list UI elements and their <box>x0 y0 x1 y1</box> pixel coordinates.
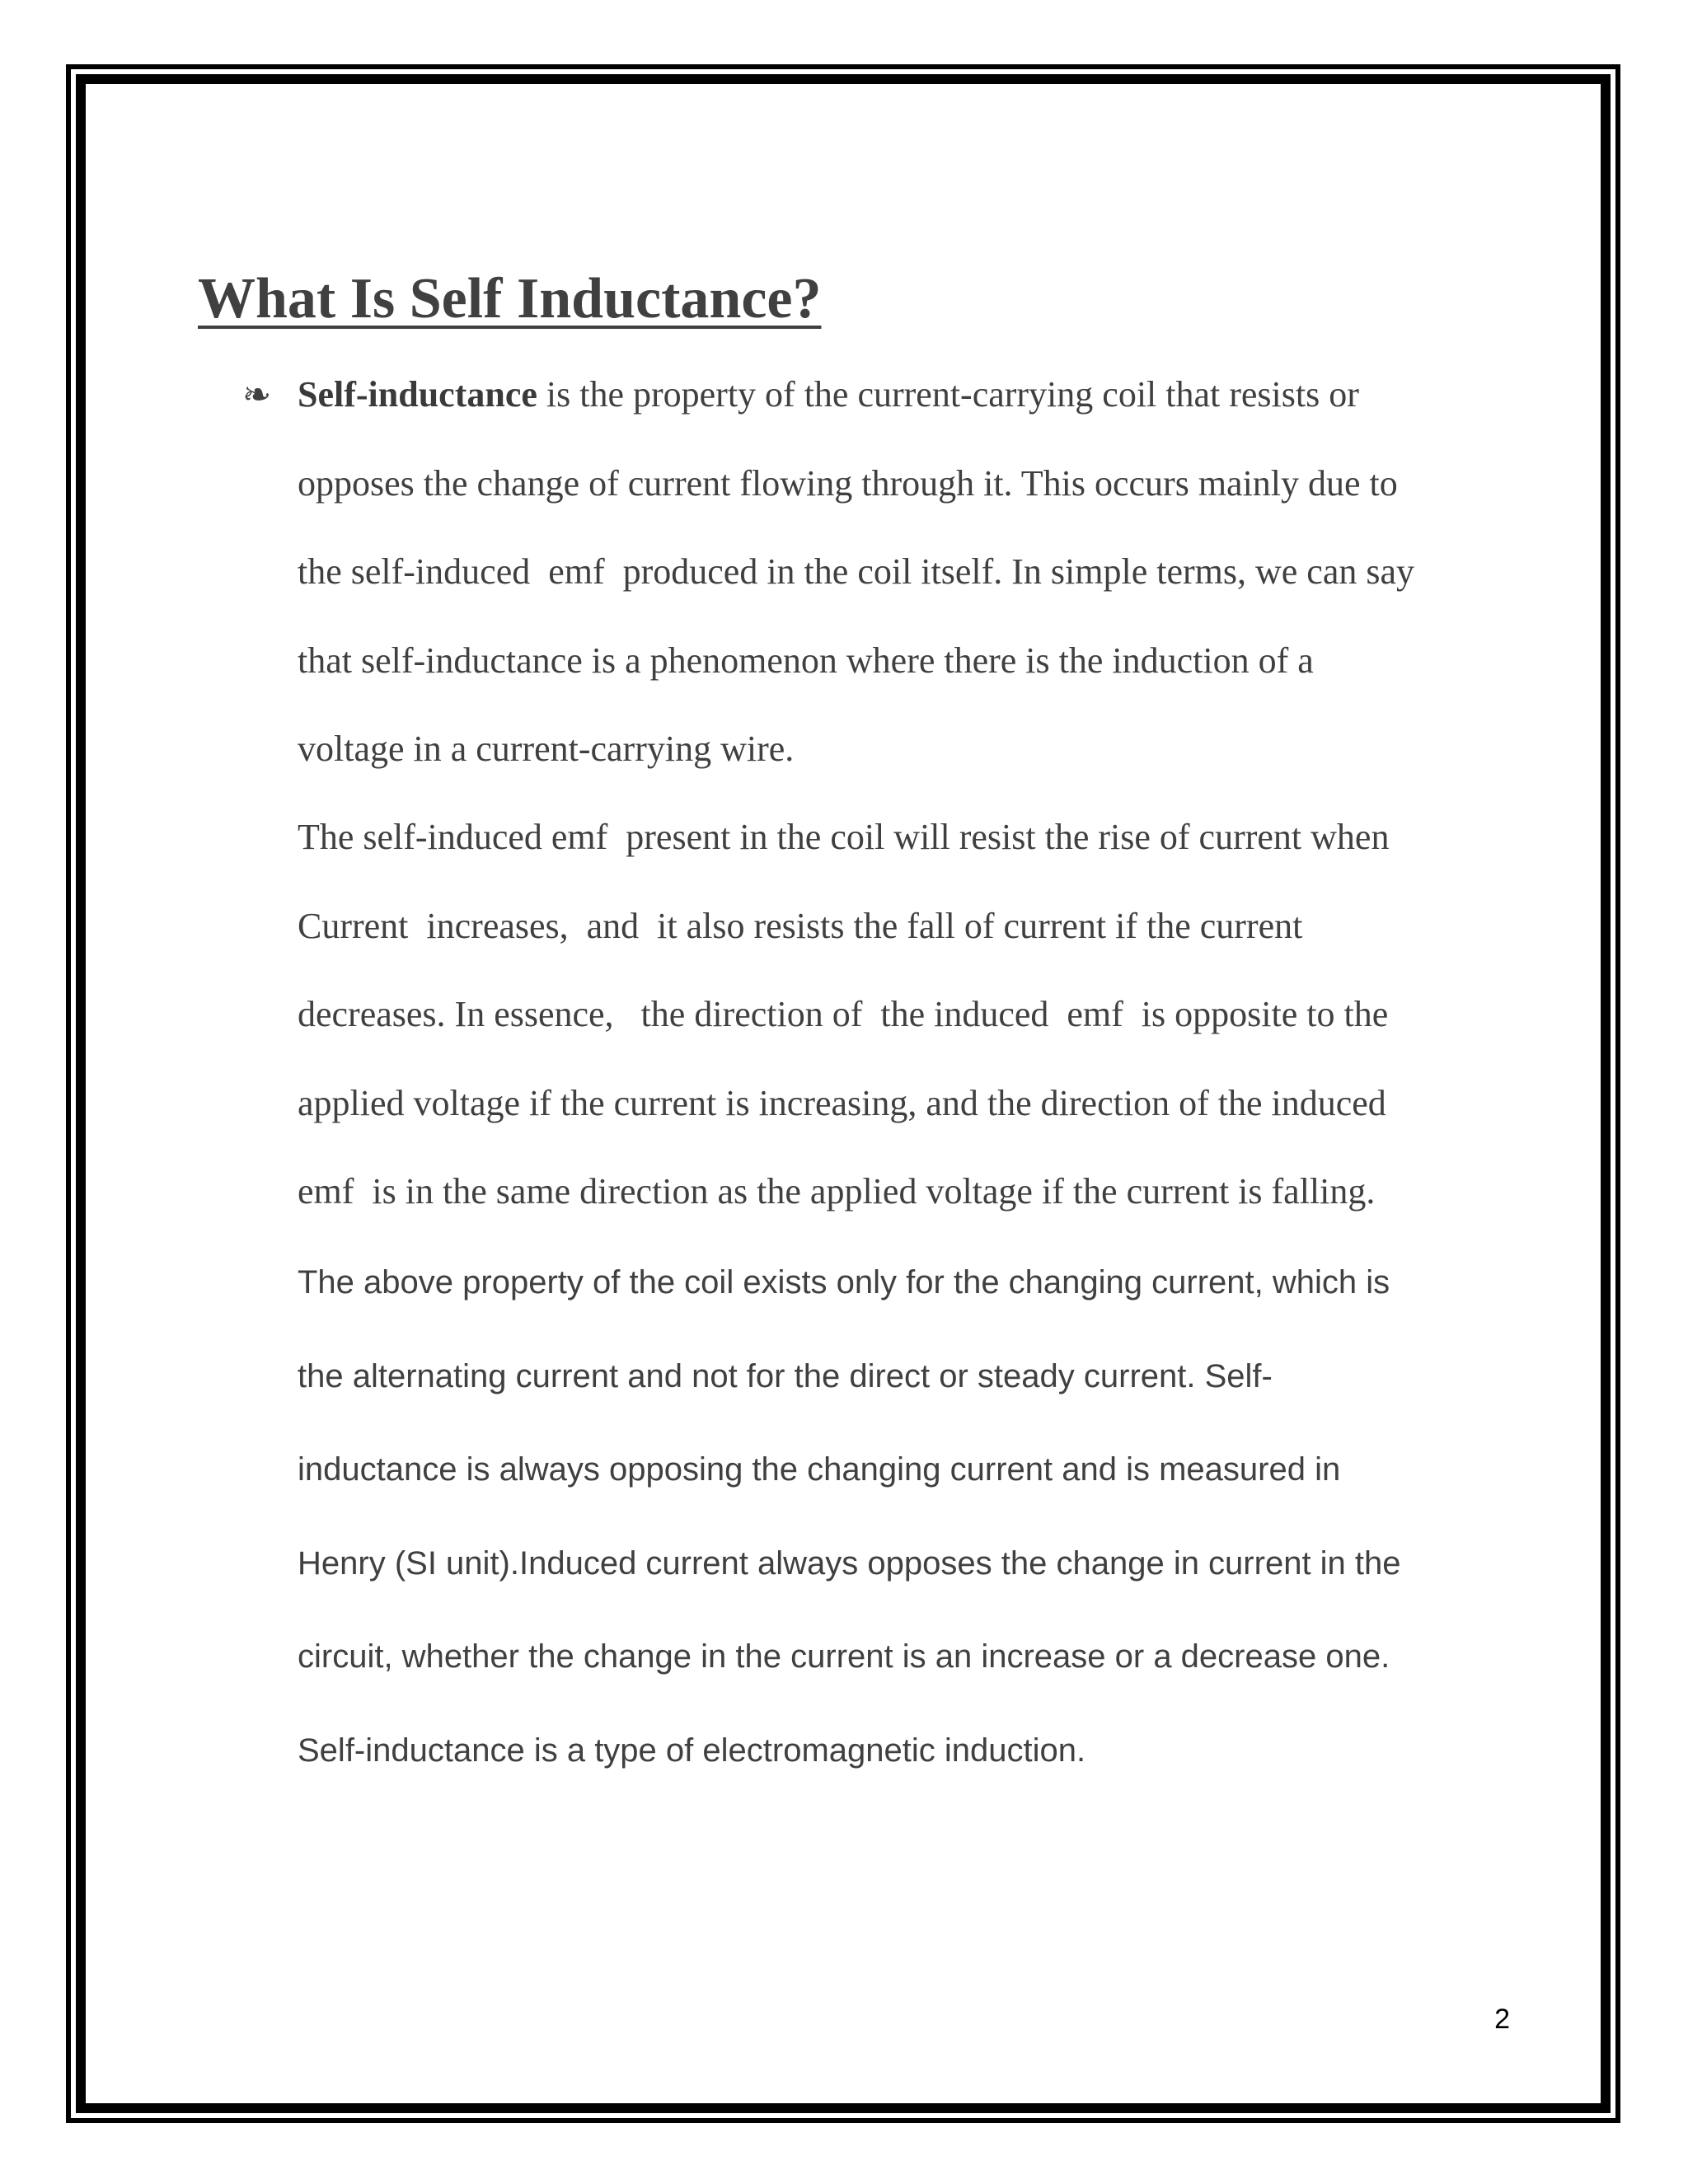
floral-bullet-icon: ❧ <box>242 374 272 415</box>
paragraph-line: inductance is always opposing the changing current and is measured in <box>298 1451 1341 1488</box>
paragraph-line: The above property of the coil exists only for the changing current, which is <box>298 1264 1390 1301</box>
paragraph-line: voltage in a current-carrying wire. <box>298 729 795 769</box>
page-number: 2 <box>1494 2004 1510 2035</box>
paragraph-line: circuit, whether the change in the current is an increase or a decrease one. <box>298 1638 1390 1675</box>
paragraph-line: decreases. In essence, the direction of the induced emf is opposite to the <box>298 994 1389 1034</box>
paragraph-emf-direction <box>298 793 1501 1236</box>
paragraph-line <box>298 350 1501 439</box>
paragraph-line: the alternating current and not for the direct or steady current. Self- <box>298 1357 1273 1394</box>
lead-text: is the property of the current-carrying coil that resists or <box>537 374 1359 415</box>
paragraph-line: emf is in the same direction as the applied voltage if the current is falling. <box>298 1171 1376 1212</box>
paragraph-line: The self-induced emf present in the coil will resist the rise of current when <box>298 817 1390 857</box>
paragraph-line: Self-inductance is a type of electromagnetic induction. <box>298 1732 1086 1769</box>
paragraph-definition <box>298 350 1501 794</box>
paragraph-line: applied voltage if the current is increasing, and the direction of the induced <box>298 1082 1386 1123</box>
paragraph-line: that self-inductance is a phenomenon where there is the induction of a <box>298 640 1314 681</box>
paragraph-line: the self-induced emf produced in the coil itself. In simple terms, we can say <box>298 551 1415 592</box>
term-bold: Self-inductance <box>298 374 537 415</box>
paragraph-line: Current increases, and it also resists the fall of current if the current <box>298 905 1303 946</box>
paragraph-line: Henry (SI unit).Induced current always opposes the change in current in the <box>298 1544 1401 1582</box>
paragraph-alternating-current <box>298 1236 1501 1797</box>
page-title: What Is Self Inductance? <box>198 267 822 330</box>
paragraph-line: opposes the change of current flowing through it. This occurs mainly due to <box>298 462 1398 504</box>
